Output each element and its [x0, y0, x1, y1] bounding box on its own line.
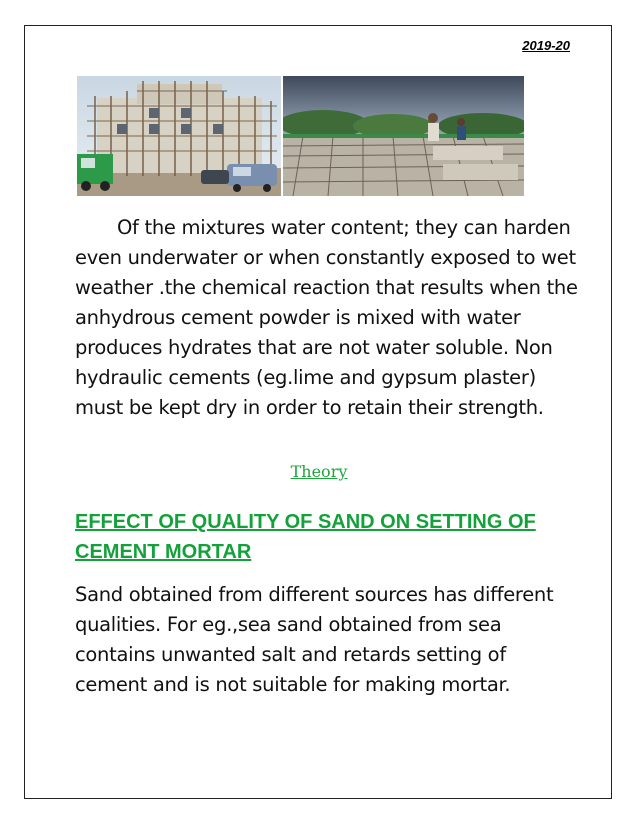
paragraph-line: hydraulic cements (eg.lime and gypsum plaster)	[75, 366, 536, 389]
paragraph-line: weather .the chemical reaction that results when the	[75, 276, 578, 299]
heading-line: EFFECT OF QUALITY OF SAND ON SETTING OF	[75, 511, 536, 533]
paragraph-sand-quality	[75, 580, 565, 700]
paragraph-line: produces hydrates that are not water soluble. Non	[75, 336, 553, 359]
paragraph-line: cement and is not suitable for making mortar.	[75, 673, 511, 696]
section-heading	[75, 507, 575, 567]
year-label: 2019-20	[522, 38, 570, 53]
theory-label: Theory	[290, 462, 348, 481]
heading-line: CEMENT MORTAR	[75, 541, 252, 563]
paragraph-line: qualities. For eg.,sea sand obtained from sea	[75, 613, 502, 636]
paragraph-line: even underwater or when constantly exposed to wet	[75, 246, 576, 269]
construction-building-photo	[77, 76, 281, 196]
paragraph-line: Sand obtained from different sources has different	[75, 583, 554, 606]
paragraph-line: must be kept dry in order to retain their strength.	[75, 396, 544, 419]
paragraph-line: anhydrous cement powder is mixed with water	[75, 306, 521, 329]
paragraph-cement-properties	[75, 213, 578, 423]
paragraph-line: contains unwanted salt and retards setting of	[75, 643, 506, 666]
paragraph-line: Of the mixtures water content; they can harden	[117, 216, 571, 239]
rooftop-construction-photo	[283, 76, 524, 196]
